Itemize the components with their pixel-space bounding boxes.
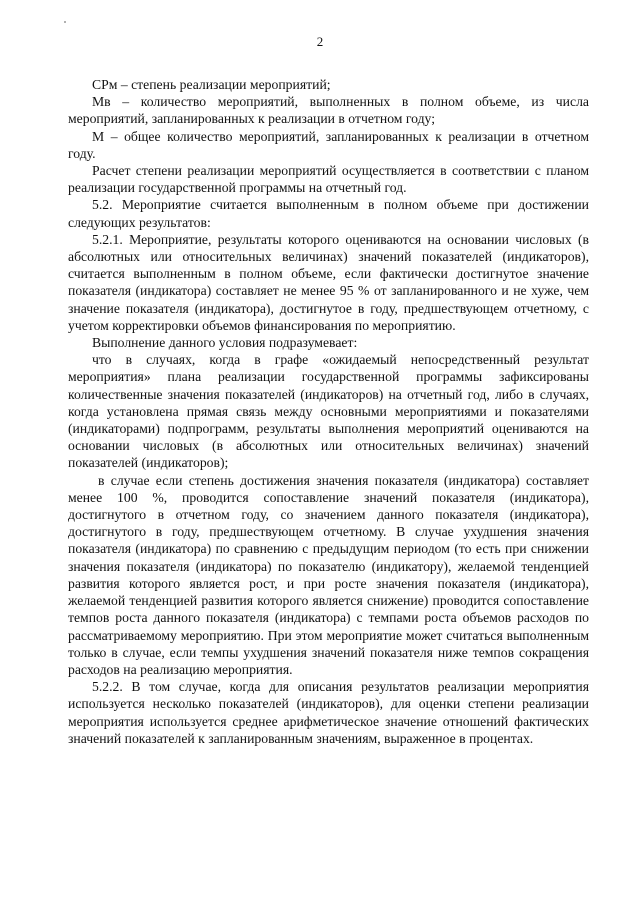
paragraph-condition-case-1: что в случаях, когда в графе «ожидаемый непосредственный результат мероприятия» плана реализации государственной программы зафиксированы количественные значения показателей (индикаторов) на отчетный год, либо в случаях, когда установлена прямая связь между основными мероприятиями и показателями (индикаторами) подпрограмм, результаты выполнения мероприятий оцениваются на основании числовых (в абсолютных или относительных величинах) значений показателей (индикаторов); xyxy=(68,352,589,471)
page-number: 2 xyxy=(316,34,324,49)
paragraph-srm-definition: СРм – степень реализации мероприятий; xyxy=(92,77,331,92)
paragraph-section-5-2: 5.2. Мероприятие считается выполненным в полном объеме при достижении следующих результатов: xyxy=(68,197,589,230)
paragraph-section-5-2-2: 5.2.2. В том случае, когда для описания результатов реализации мероприятия используется несколько показателей (индикаторов), для оценки степени реализации мероприятия используется среднее арифметическое значение отношений фактических значений показателей к запланированным значениям, выраженное в процентах. xyxy=(68,679,589,746)
paragraph-mv-definition: Мв – количество мероприятий, выполненных в полном объеме, из числа мероприятий, запланированных к реализации в отчетном году; xyxy=(68,94,589,127)
scan-speck xyxy=(64,21,66,23)
paragraph-section-5-2-1: 5.2.1. Мероприятие, результаты которого оцениваются на основании числовых (в абсолютных или относительных величинах) значений показателей (индикаторов), считается выполненным в полном объеме, если фактически достигнутое значение показателя (индикатора) составляет не менее 95 % от запланированного и не хуже, чем значение показателя (индикатора), достигнутое в году, предшествующем отчетному, с учетом корректировки объемов финансирования по мероприятию. xyxy=(68,231,589,333)
document-body xyxy=(68,76,589,747)
paragraph-condition-case-2: в случае если степень достижения значения показателя (индикатора) составляет менее 100 %, проводится сопоставление значений показателя (индикатора), достигнутого в отчетном году, со значением данного показателя (индикатора), достигнутого в году, предшествующем отчетному. В случае ухудшения значения показателя (индикатора) по сравнению с предыдущим периодом (то есть при снижении значения показателя (индикатора) по показателю (индикатору), желаемой тенденцией развития которого является рост, и при росте значения показателя (индикатора), желаемой тенденцией развития которого является снижение) проводится сопоставление темпов роста данного показателя (индикатора) с темпами роста объемов расходов по рассматриваемому мероприятию. При этом мероприятие может считаться выполненным только в случае, если темпы ухудшения значений показателя ниже темпов сокращения расходов на реализацию мероприятия. xyxy=(68,472,589,677)
paragraph-condition-intro: Выполнение данного условия подразумевает: xyxy=(92,335,358,351)
paragraph-m-definition: М – общее количество мероприятий, запланированных к реализации в отчетном году. xyxy=(68,128,589,161)
paragraph-calculation-basis: Расчет степени реализации мероприятий осуществляется в соответствии с планом реализации государственной программы на отчетный год. xyxy=(68,163,589,196)
